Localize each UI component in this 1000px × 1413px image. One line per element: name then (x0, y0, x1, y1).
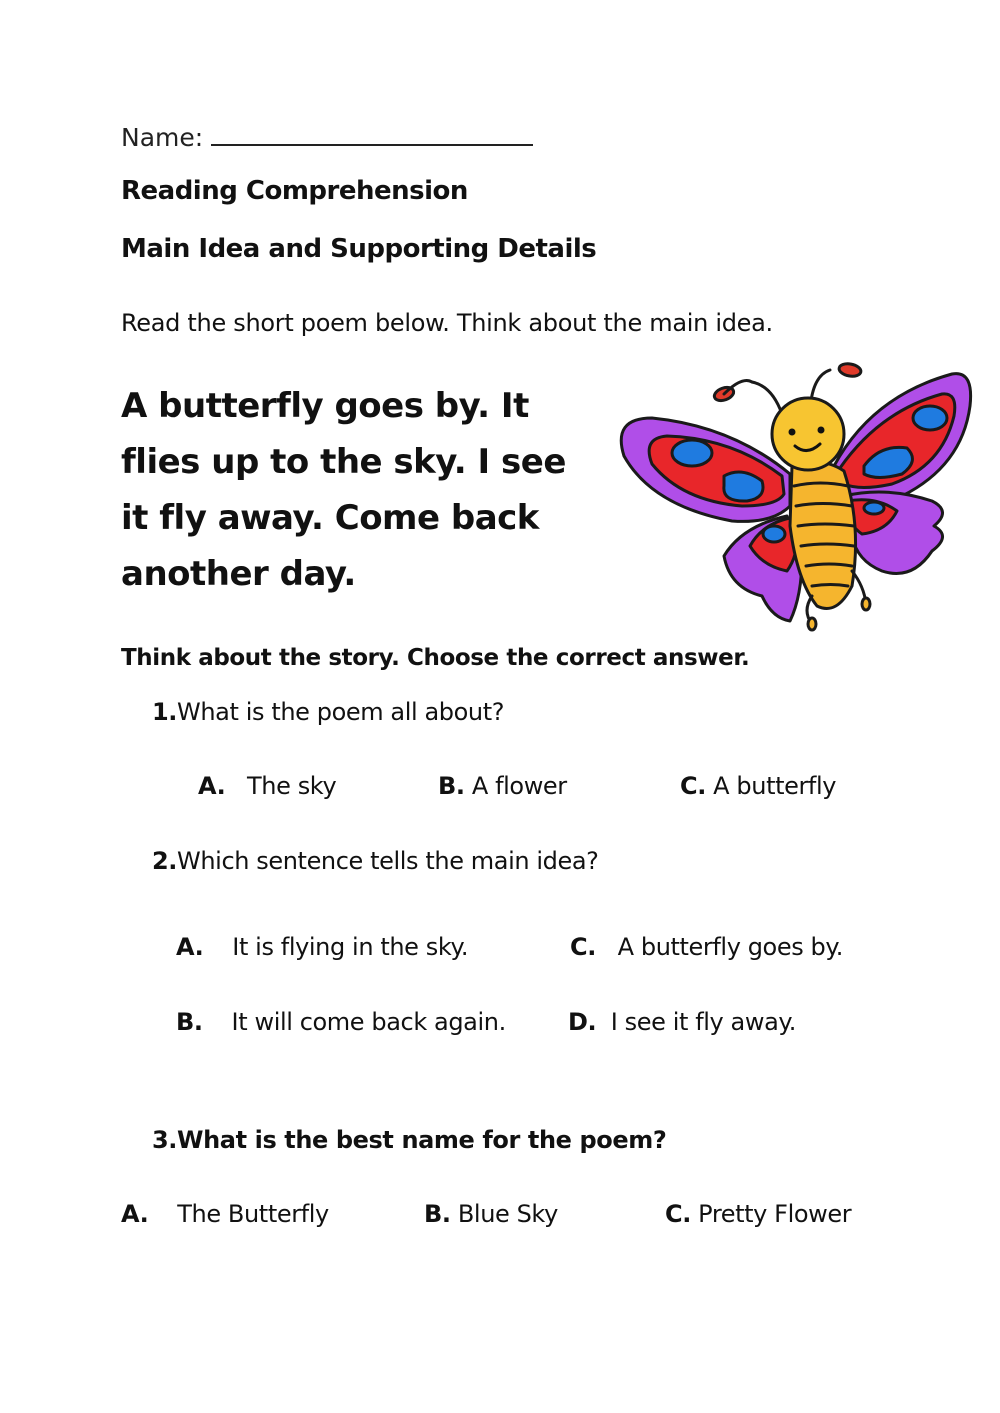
worksheet-subtitle: Main Idea and Supporting Details (121, 234, 597, 264)
reading-instruction: Read the short poem below. Think about the main idea. (121, 309, 773, 337)
q1-option-b[interactable]: B. A flower (438, 772, 567, 800)
q2-option-d[interactable]: D. I see it fly away. (568, 1008, 796, 1036)
name-label: Name: (121, 123, 204, 152)
poem-text: A butterfly goes by. It flies up to the sky. I see it fly away. Come back another day. (121, 386, 566, 594)
q2-option-a[interactable]: A. It is flying in the sky. (176, 933, 469, 961)
q2-option-b[interactable]: B. It will come back again. (176, 1008, 506, 1036)
question-number: 2. (152, 847, 178, 875)
q3-option-b[interactable]: B. Blue Sky (424, 1200, 558, 1228)
question-text: What is the poem all about? (177, 698, 505, 726)
question-number: 1. (152, 698, 178, 726)
q1-option-c[interactable]: C. A butterfly (680, 772, 837, 800)
name-blank-line[interactable] (211, 122, 533, 146)
worksheet-title: Reading Comprehension (121, 176, 468, 206)
butterfly-illustration (612, 356, 974, 632)
butterfly-icon (612, 356, 974, 632)
q3-option-a[interactable]: A. The Butterfly (121, 1200, 329, 1228)
questions-instruction: Think about the story. Choose the correct answer. (121, 645, 750, 671)
question-text: What is the best name for the poem? (177, 1126, 667, 1154)
question-number: 3. (152, 1126, 178, 1154)
q3-option-c[interactable]: C. Pretty Flower (665, 1200, 852, 1228)
name-field-row (121, 122, 533, 152)
question-2 (152, 847, 599, 875)
q2-option-c[interactable]: C. A butterfly goes by. (570, 933, 843, 961)
question-1 (152, 698, 504, 726)
question-3 (152, 1126, 666, 1154)
question-text: Which sentence tells the main idea? (177, 847, 599, 875)
q1-option-a[interactable]: A. The sky (198, 772, 337, 800)
